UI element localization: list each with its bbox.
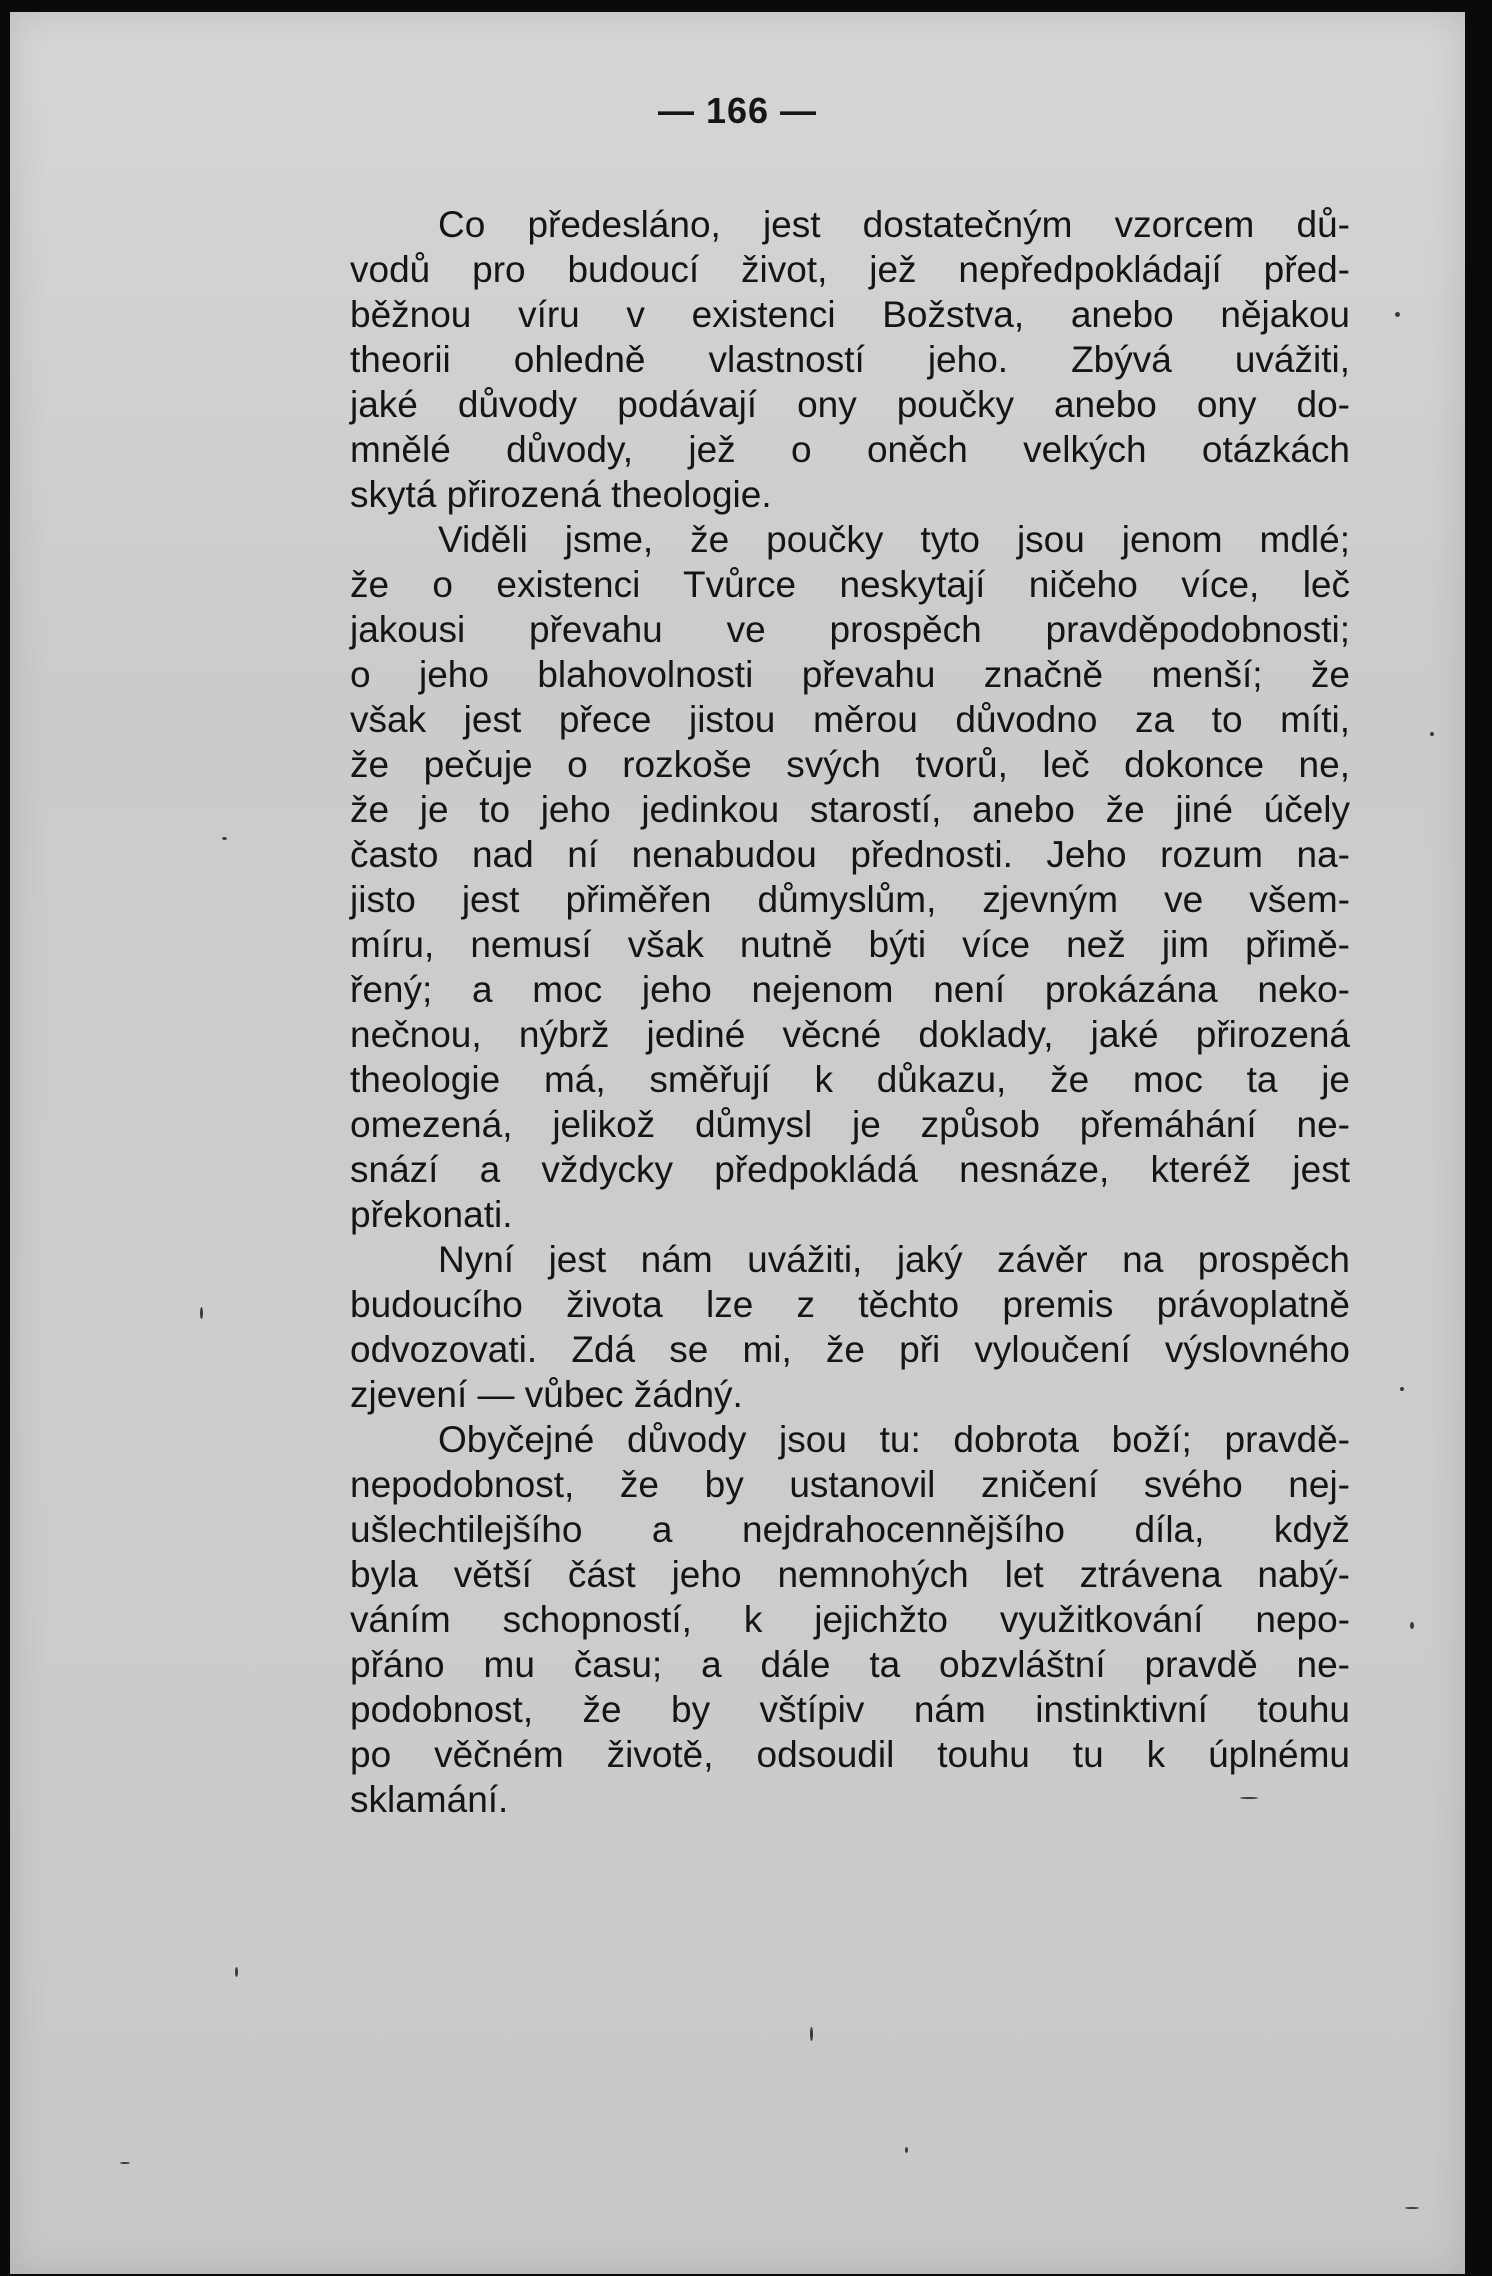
scan-speck [222,837,227,840]
text-line: Co předesláno, jest dostatečným vzorcem dů- [438,204,1350,245]
text-line: sklamání. [350,1779,509,1820]
text-line: běžnou víru v existenci Božstva, anebo nějakou [350,294,1350,335]
scan-speck [810,2027,813,2041]
text-line: že pečuje o rozkoše svých tvorů, leč dokonce ne, [350,744,1350,785]
text-line: theorii ohledně vlastností jeho. Zbývá uvážiti, [350,339,1350,380]
text-line: nečnou, nýbrž jediné věcné doklady, jaké přirozená [350,1014,1350,1055]
text-line: řený; a moc jeho nejenom není prokázána neko- [350,969,1350,1010]
text-line: že o existenci Tvůrce neskytají ničeho více, leč [350,564,1350,605]
text-line: jakousi převahu ve prospěch pravděpodobnosti; [350,609,1350,650]
scan-speck [200,1307,203,1319]
text-line: však jest přece jistou měrou důvodno za to míti, [350,699,1350,740]
text-line: o jeho blahovolnosti převahu značně menší; že [350,654,1350,695]
text-line: zjevení — vůbec žádný. [350,1374,743,1415]
scan-speck [235,1967,238,1977]
scan-speck [1240,1797,1258,1799]
scan-speck [1395,312,1400,317]
scan-speck [1410,1622,1414,1629]
text-line: snází a vždycky předpokládá nesnáze, kteréž jest [350,1149,1350,1190]
text-line: odvozovati. Zdá se mi, že při vyloučení výslovného [350,1329,1350,1370]
scan-speck [1405,2207,1419,2209]
text-line: ušlechtilejšího a nejdrahocennějšího díla, když [350,1509,1350,1550]
scan-speck [1430,732,1434,736]
body-text [350,202,1350,1822]
text-line: po věčném životě, odsoudil touhu tu k úplnému [350,1734,1350,1775]
text-line: Obyčejné důvody jsou tu: dobrota boží; pravdě- [438,1419,1350,1460]
text-line: Viděli jsme, že poučky tyto jsou jenom mdlé; [438,519,1350,560]
text-line: Nyní jest nám uvážiti, jaký závěr na prospěch [438,1239,1350,1280]
text-line: omezená, jelikož důmysl je způsob přemáhání ne- [350,1104,1350,1145]
page-number: — 166 — [657,90,818,131]
text-line: podobnost, že by vštípiv nám instinktivní touhu [350,1689,1350,1730]
text-line: byla větší část jeho nemnohých let ztrávena nabý- [350,1554,1350,1595]
text-line: překonati. [350,1194,513,1235]
text-line: nepodobnost, že by ustanovil zničení svého nej- [350,1464,1350,1505]
scan-speck [120,2162,130,2164]
text-line: míru, nemusí však nutně býti více než jim přimě- [350,924,1350,965]
text-line: mnělé důvody, jež o oněch velkých otázkách [350,429,1350,470]
text-line: přáno mu času; a dále ta obzvláštní pravdě ne- [350,1644,1350,1685]
text-line: váním schopností, k jejichžto využitkování nepo- [350,1599,1350,1640]
text-line: skytá přirozená theologie. [350,474,772,515]
text-line: že je to jeho jedinkou starostí, anebo že jiné účely [350,789,1350,830]
text-line: často nad ní nenabudou přednosti. Jeho rozum na- [350,834,1350,875]
text-line: theologie má, směřují k důkazu, že moc ta je [350,1059,1350,1100]
book-page [10,12,1465,2274]
text-line: vodů pro budoucí život, jež nepředpokládají před- [350,249,1350,290]
text-line: budoucího života lze z těchto premis právoplatně [350,1284,1350,1325]
text-line: jaké důvody podávají ony poučky anebo ony do- [350,384,1350,425]
scan-speck [1400,1387,1404,1391]
scan-speck [905,2147,908,2153]
text-line: jisto jest přiměřen důmyslům, zjevným ve všem- [350,879,1350,920]
